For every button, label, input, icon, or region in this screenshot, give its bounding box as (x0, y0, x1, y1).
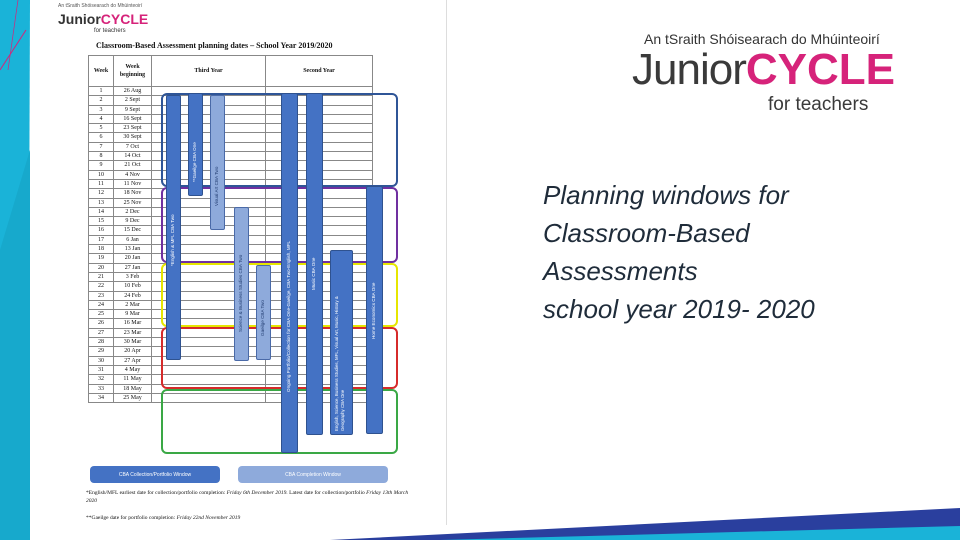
week-number: 27 (89, 328, 114, 337)
bar-visual-art (210, 95, 225, 230)
week-number: 30 (89, 356, 114, 365)
week-number: 32 (89, 375, 114, 384)
week-number: 4 (89, 114, 114, 123)
header-third-year: Third Year (152, 56, 266, 87)
week-number: 26 (89, 319, 114, 328)
brand-logo-cycle: CYCLE (745, 45, 895, 94)
week-beginning: 2 Dec (114, 207, 152, 216)
window-winter (161, 263, 398, 327)
week-number: 10 (89, 170, 114, 179)
footnote-1b: Friday 6th December 2019. (226, 490, 288, 496)
week-beginning: 11 Nov (114, 179, 152, 188)
doc-logo-cycle: CYCLE (100, 11, 149, 27)
week-beginning: 20 Apr (114, 347, 152, 356)
slide-heading (543, 176, 815, 328)
footnote-2a: **Gaeilge date for portfolio completion: (86, 515, 177, 521)
week-beginning: 4 Nov (114, 170, 152, 179)
week-beginning: 4 May (114, 365, 152, 374)
week-number: 12 (89, 189, 114, 198)
bar-gaeilge-two (256, 265, 271, 360)
week-beginning: 13 Jan (114, 245, 152, 254)
week-number: 6 (89, 133, 114, 142)
doc-org-line: An tSraith Shóisearach do Mhúinteoirí (58, 3, 143, 9)
bar-science-business (234, 207, 249, 361)
week-beginning: 20 Jan (114, 254, 152, 263)
week-number: 14 (89, 207, 114, 216)
week-beginning: 10 Feb (114, 282, 152, 291)
week-beginning: 26 Aug (114, 87, 152, 96)
week-number: 16 (89, 226, 114, 235)
week-number: 23 (89, 291, 114, 300)
brand-logo-junior: Junior (632, 45, 746, 94)
bar-portfolio-label: Ongoing Portfolio/Collection for CBA One-Gaeilge, CBA Two-English, MFL (286, 240, 291, 392)
doc-logo-sub: for teachers (94, 28, 126, 34)
bar-home-ec-label: Home Economics CBA One (371, 282, 376, 339)
week-beginning: 27 Apr (114, 356, 152, 365)
cba-planning-document (38, 0, 447, 525)
week-beginning: 27 Jan (114, 263, 152, 272)
bar-gaeilge-two-label: Gaeilge CBA Two (260, 300, 265, 336)
week-beginning: 2 Mar (114, 300, 152, 309)
footnote-1a: *English/MFL earliest date for collection/portfolio completion: (86, 490, 227, 496)
header-week-beginning: Week beginning (114, 56, 152, 87)
week-beginning: 24 Feb (114, 291, 152, 300)
heading-line-1: Planning windows for (543, 180, 789, 210)
week-number: 3 (89, 105, 114, 114)
doc-logo-junior: Junior (58, 11, 101, 27)
legend-completion-window: CBA Completion Window (238, 466, 388, 483)
week-number: 17 (89, 235, 114, 244)
week-beginning: 3 Feb (114, 272, 152, 281)
week-beginning: 25 May (114, 393, 152, 402)
window-spring (161, 327, 398, 389)
week-beginning: 16 Mar (114, 319, 152, 328)
week-number: 18 (89, 245, 114, 254)
footnote-1c: Latest date for collection/portfolio (287, 490, 367, 496)
week-number: 19 (89, 254, 114, 263)
heading-line-4: school year 2019- 2020 (543, 294, 815, 324)
week-number: 15 (89, 217, 114, 226)
brand-logo (632, 45, 895, 94)
bar-science-business-label: Science & Business Studies CBA Two (238, 254, 243, 332)
heading-line-2: Classroom-Based (543, 218, 750, 248)
week-beginning: 7 Oct (114, 142, 152, 151)
footnote-2b: Friday 22nd November 2019 (176, 515, 241, 521)
week-beginning: 30 Mar (114, 338, 152, 347)
doc-logo (58, 11, 148, 27)
week-beginning: 25 Nov (114, 198, 152, 207)
footnote-gaeilge (86, 514, 416, 522)
week-number: 20 (89, 263, 114, 272)
doc-title: Classroom-Based Assessment planning dates – School Year 2019/2020 (96, 41, 333, 50)
bar-home-ec (366, 186, 383, 434)
bar-music-label: Music CBA One (311, 257, 316, 290)
week-number: 7 (89, 142, 114, 151)
week-number: 1 (89, 87, 114, 96)
brand-org-line: An tSraith Shóisearach do Mhúinteoirí (644, 31, 880, 47)
header-week: Week (89, 56, 114, 87)
week-number: 33 (89, 384, 114, 393)
week-beginning: 9 Sept (114, 105, 152, 114)
window-summer (161, 389, 398, 454)
week-beginning: 2 Sept (114, 96, 152, 105)
week-number: 25 (89, 310, 114, 319)
week-beginning: 30 Sept (114, 133, 152, 142)
week-number: 22 (89, 282, 114, 291)
week-beginning: 14 Oct (114, 152, 152, 161)
bar-portfolio (281, 93, 298, 453)
bar-music (306, 93, 323, 435)
bar-gaeilge (188, 93, 203, 196)
header-second-year: Second Year (266, 56, 373, 87)
week-beginning: 23 Mar (114, 328, 152, 337)
week-number: 5 (89, 124, 114, 133)
week-beginning: 16 Sept (114, 114, 152, 123)
bar-english-mfl-label: *English & MFL CBA Two (170, 214, 175, 266)
legend-collection-window: CBA Collection/Portfolio Window (90, 466, 220, 483)
week-number: 28 (89, 338, 114, 347)
week-beginning: 21 Oct (114, 161, 152, 170)
week-number: 24 (89, 300, 114, 309)
week-beginning: 9 Dec (114, 217, 152, 226)
week-beginning: 9 Mar (114, 310, 152, 319)
footnote-1d: Friday 13th March 2020 (86, 490, 409, 504)
week-beginning: 6 Jan (114, 235, 152, 244)
footnote-english-mfl (86, 489, 416, 505)
heading-line-3: Assessments (543, 256, 698, 286)
week-number: 21 (89, 272, 114, 281)
week-number: 34 (89, 393, 114, 402)
bar-english-science-label: English, Science, Business Studies, MFL, Visual Art, Music, History & Geography CBA One (334, 296, 345, 431)
window-autumn-2 (161, 187, 398, 263)
bar-visual-art-label: Visual Art CBA Two (214, 166, 219, 206)
week-number: 31 (89, 365, 114, 374)
week-number: 2 (89, 96, 114, 105)
week-number: 29 (89, 347, 114, 356)
week-number: 11 (89, 179, 114, 188)
week-number: 13 (89, 198, 114, 207)
bar-english-mfl (166, 95, 181, 360)
week-number: 9 (89, 161, 114, 170)
week-beginning: 18 May (114, 384, 152, 393)
brand-logo-sub: for teachers (768, 94, 869, 115)
week-number: 8 (89, 152, 114, 161)
week-beginning: 15 Dec (114, 226, 152, 235)
bar-english-science (330, 250, 353, 435)
week-beginning: 11 May (114, 375, 152, 384)
week-beginning: 18 Nov (114, 189, 152, 198)
week-beginning: 23 Sept (114, 124, 152, 133)
bar-gaeilge-label: **Gaeilge CBA One (192, 142, 197, 182)
